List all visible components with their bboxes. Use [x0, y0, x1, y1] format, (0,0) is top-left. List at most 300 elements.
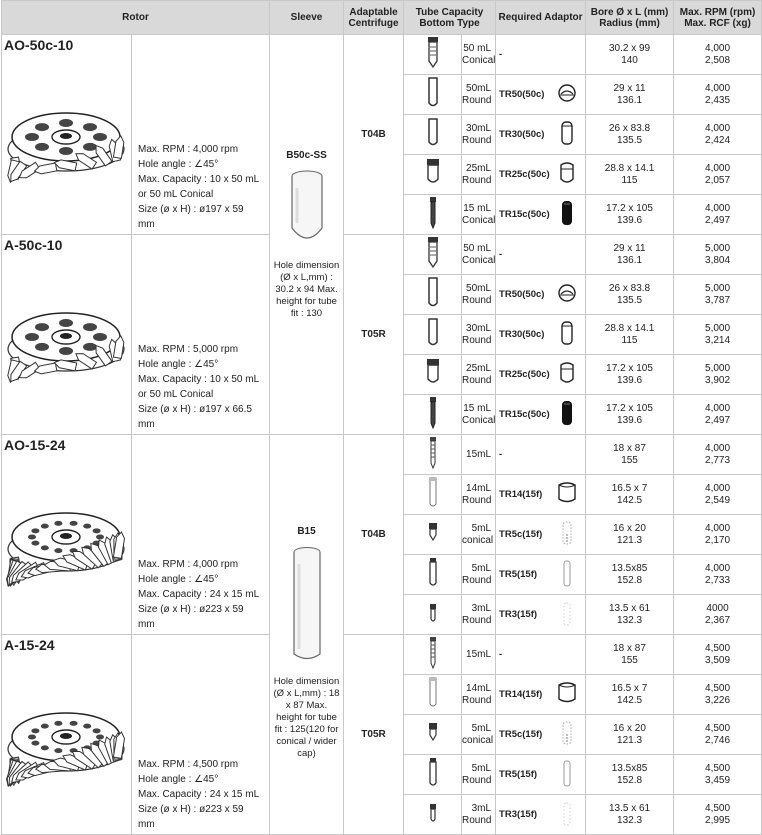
- capacity-bottom-type: Round: [462, 94, 492, 106]
- spec-line: Max. Capacity : 24 x 15 mL: [138, 789, 260, 800]
- max-rpm-rcf: [674, 195, 762, 235]
- max-rpm-rcf: [674, 635, 762, 675]
- adaptor-icon: [555, 479, 579, 510]
- capacity-volume: 14mL: [466, 682, 492, 694]
- rotor-cell: [2, 635, 132, 835]
- bore-radius: [586, 675, 674, 715]
- tube-icon: [404, 515, 462, 555]
- tube-icon: [404, 195, 462, 235]
- bore-size: 26 x 83.8: [608, 282, 651, 294]
- header-centrifuge: Adaptable Centrifuge: [344, 1, 404, 35]
- capacity-bottom-type: Conical: [462, 414, 496, 426]
- adaptor-name: -: [499, 49, 503, 60]
- max-rpm: 4,000: [705, 162, 731, 174]
- required-adaptor: [496, 195, 586, 235]
- required-adaptor: [496, 115, 586, 155]
- radius: 140: [621, 54, 638, 66]
- bore-size: 26 x 83.8: [608, 122, 651, 134]
- adaptor-icon: [555, 599, 579, 630]
- spec-line: Size (ø x H) : ø197 x 59: [138, 204, 244, 215]
- bore-size: 29 x 11: [613, 82, 646, 94]
- sleeve-icon: [273, 544, 340, 668]
- required-adaptor: [496, 275, 586, 315]
- capacity-bottom-type: Round: [462, 134, 492, 146]
- max-rpm-rcf: [674, 475, 762, 515]
- rotor-specs: [132, 35, 270, 235]
- tube-icon: [404, 635, 462, 675]
- capacity-bottom-type: Round: [462, 774, 492, 786]
- required-adaptor: [496, 435, 586, 475]
- bore-radius: [586, 435, 674, 475]
- bore-radius: [586, 515, 674, 555]
- capacity-volume: 15 mL: [463, 202, 492, 214]
- tube-icon: [404, 115, 462, 155]
- header-capacity: Tube Capacity Bottom Type: [404, 1, 496, 35]
- bore-size: 28.8 x 14.1: [604, 162, 655, 174]
- sleeve-title: B15: [297, 525, 316, 537]
- required-adaptor: [496, 235, 586, 275]
- tube-capacity: [462, 75, 496, 115]
- bore-size: 28.8 x 14.1: [604, 322, 655, 334]
- capacity-bottom-type: Round: [462, 614, 492, 626]
- header-bore: Bore Ø x L (mm) Radius (mm): [586, 1, 674, 35]
- header-rpm: Max. RPM (rpm) Max. RCF (xg): [674, 1, 762, 35]
- bore-size: 13.5 x 61: [608, 602, 651, 614]
- spec-line: Max. RPM : 4,000 rpm: [138, 144, 239, 155]
- max-rpm-rcf: [674, 115, 762, 155]
- sleeve-title: B50c-SS: [286, 149, 327, 161]
- rotor-cell: [2, 435, 132, 635]
- spec-line: Max. RPM : 5,000 rpm: [138, 344, 239, 355]
- bore-radius: [586, 715, 674, 755]
- bore-radius: [586, 475, 674, 515]
- rotor-image: [4, 297, 128, 412]
- bore-radius: [586, 275, 674, 315]
- adaptor-name: TR5(15f): [499, 769, 538, 780]
- bore-radius: [586, 395, 674, 435]
- max-rpm: 4,000: [705, 82, 731, 94]
- table-row: [2, 435, 762, 475]
- max-rpm-rcf: [674, 235, 762, 275]
- rotor-image: [4, 497, 128, 612]
- adaptor-name: TR25c(50c): [499, 369, 550, 380]
- capacity-volume: 25mL: [466, 162, 492, 174]
- tube-capacity: [462, 555, 496, 595]
- radius: 121.3: [617, 534, 643, 546]
- table-row: [2, 235, 762, 275]
- spec-line: or 50 mL Conical: [138, 389, 214, 400]
- tube-capacity: [462, 315, 496, 355]
- bore-size: 16 x 20: [613, 722, 646, 734]
- max-rpm: 4,000: [705, 202, 731, 214]
- bore-radius: [586, 755, 674, 795]
- adaptor-icon: [555, 159, 579, 190]
- adaptor-icon: [555, 199, 579, 230]
- adaptor-icon: [555, 119, 579, 150]
- tube-icon: [404, 795, 462, 835]
- max-rpm: 4000: [706, 602, 729, 614]
- adaptor-name: TR5c(15f): [499, 729, 543, 740]
- max-rpm: 4,000: [705, 42, 731, 54]
- capacity-volume: 50 mL: [463, 242, 492, 254]
- rotor-specs: [132, 235, 270, 435]
- spec-line: mm: [138, 219, 155, 230]
- spec-line: Max. RPM : 4,000 rpm: [138, 559, 239, 570]
- tube-icon: [404, 75, 462, 115]
- max-rpm: 5,000: [705, 282, 731, 294]
- capacity-bottom-type: Round: [462, 294, 492, 306]
- tube-icon: [404, 275, 462, 315]
- required-adaptor: [496, 715, 586, 755]
- tube-capacity: [462, 475, 496, 515]
- radius: 142.5: [617, 694, 643, 706]
- bore-radius: [586, 315, 674, 355]
- max-rcf: 3,459: [705, 774, 731, 786]
- required-adaptor: [496, 315, 586, 355]
- max-rcf: 2,508: [705, 54, 731, 66]
- adaptor-name: TR14(15f): [499, 689, 543, 700]
- tube-icon: [404, 715, 462, 755]
- sleeve-cell: [270, 435, 344, 835]
- capacity-volume: 25mL: [466, 362, 492, 374]
- capacity-volume: 30mL: [466, 322, 492, 334]
- capacity-volume: 14mL: [466, 482, 492, 494]
- centrifuge-model: T05R: [344, 235, 404, 435]
- bore-size: 29 x 11: [613, 242, 646, 254]
- required-adaptor: [496, 795, 586, 835]
- max-rpm-rcf: [674, 555, 762, 595]
- tube-capacity: [462, 755, 496, 795]
- spec-line: Hole angle : ∠45°: [138, 774, 219, 785]
- max-rpm: 4,000: [705, 482, 731, 494]
- bore-size: 13.5x85: [611, 562, 648, 574]
- adaptor-name: -: [499, 649, 503, 660]
- bore-size: 30.2 x 99: [608, 42, 651, 54]
- max-rpm: 4,000: [705, 122, 731, 134]
- max-rpm-rcf: [674, 35, 762, 75]
- tube-capacity: [462, 635, 496, 675]
- max-rpm-rcf: [674, 275, 762, 315]
- required-adaptor: [496, 555, 586, 595]
- spec-line: mm: [138, 619, 155, 630]
- rotor-image: [4, 697, 128, 812]
- max-rpm: 5,000: [705, 242, 731, 254]
- bore-radius: [586, 115, 674, 155]
- capacity-volume: 5mL: [471, 562, 492, 574]
- capacity-bottom-type: Round: [462, 574, 492, 586]
- tube-capacity: [462, 675, 496, 715]
- radius: 132.3: [617, 614, 643, 626]
- required-adaptor: [496, 515, 586, 555]
- spec-line: Max. Capacity : 10 x 50 mL: [138, 374, 260, 385]
- rotor-image: [4, 97, 128, 212]
- adaptor-name: TR5(15f): [499, 569, 538, 580]
- adaptor-name: TR5c(15f): [499, 529, 543, 540]
- max-rcf: 3,804: [705, 254, 731, 266]
- capacity-volume: 3mL: [471, 802, 492, 814]
- tube-icon: [404, 555, 462, 595]
- tube-icon: [404, 155, 462, 195]
- spec-line: mm: [138, 419, 155, 430]
- capacity-bottom-type: Conical: [462, 54, 496, 66]
- header-rotor: Rotor: [2, 1, 270, 35]
- tube-icon: [404, 755, 462, 795]
- bore-radius: [586, 595, 674, 635]
- max-rpm-rcf: [674, 515, 762, 555]
- tube-icon: [404, 395, 462, 435]
- required-adaptor: [496, 35, 586, 75]
- max-rpm: 5,000: [705, 322, 731, 334]
- required-adaptor: [496, 635, 586, 675]
- max-rpm-rcf: [674, 315, 762, 355]
- max-rpm-rcf: [674, 355, 762, 395]
- capacity-bottom-type: Round: [462, 494, 492, 506]
- spec-line: Max. RPM : 4,500 rpm: [138, 759, 239, 770]
- capacity-volume: 50mL: [466, 82, 492, 94]
- adaptor-icon: [555, 679, 579, 710]
- adaptor-name: TR25c(50c): [499, 169, 550, 180]
- header-sleeve: Sleeve: [270, 1, 344, 35]
- bore-size: 17.2 x 105: [606, 362, 653, 374]
- max-rpm-rcf: [674, 715, 762, 755]
- radius: 155: [621, 654, 638, 666]
- radius: 139.6: [617, 414, 643, 426]
- radius: 142.5: [617, 494, 643, 506]
- radius: 132.3: [617, 814, 643, 826]
- max-rcf: 2,497: [705, 214, 731, 226]
- max-rcf: 2,170: [705, 534, 731, 546]
- max-rpm-rcf: [674, 675, 762, 715]
- required-adaptor: [496, 355, 586, 395]
- adaptor-icon: [555, 79, 579, 110]
- tube-icon: [404, 35, 462, 75]
- radius: 136.1: [617, 254, 643, 266]
- max-rcf: 3,226: [705, 694, 731, 706]
- max-rcf: 2,435: [705, 94, 731, 106]
- capacity-volume: 15mL: [466, 648, 492, 660]
- max-rcf: 3,787: [705, 294, 731, 306]
- rotor-name: A-50c-10: [4, 237, 63, 253]
- adaptor-name: TR15c(50c): [499, 409, 550, 420]
- tube-capacity: [462, 275, 496, 315]
- tube-capacity: [462, 195, 496, 235]
- bore-radius: [586, 555, 674, 595]
- capacity-volume: 15mL: [466, 448, 492, 460]
- tube-icon: [404, 235, 462, 275]
- bore-radius: [586, 75, 674, 115]
- max-rpm: 4,500: [705, 682, 731, 694]
- max-rpm: 4,500: [705, 802, 731, 814]
- max-rpm: 4,000: [705, 442, 731, 454]
- bore-size: 17.2 x 105: [606, 202, 653, 214]
- rotor-cell: [2, 35, 132, 235]
- max-rpm: 4,000: [705, 522, 731, 534]
- radius: 139.6: [617, 214, 643, 226]
- capacity-bottom-type: Conical: [462, 214, 496, 226]
- bore-radius: [586, 195, 674, 235]
- spec-line: Max. Capacity : 24 x 15 mL: [138, 589, 260, 600]
- adaptor-name: -: [499, 249, 503, 260]
- tube-capacity: [462, 395, 496, 435]
- tube-capacity: [462, 35, 496, 75]
- table-row: [2, 35, 762, 75]
- capacity-volume: 50 mL: [463, 42, 492, 54]
- tube-icon: [404, 435, 462, 475]
- rotor-spec-table: [1, 0, 762, 835]
- spec-line: Hole angle : ∠45°: [138, 359, 219, 370]
- radius: 115: [621, 334, 638, 346]
- bore-size: 18 x 87: [613, 442, 646, 454]
- capacity-bottom-type: conical: [462, 534, 494, 546]
- tube-capacity: [462, 435, 496, 475]
- capacity-volume: 3mL: [471, 602, 492, 614]
- capacity-bottom-type: Round: [462, 814, 492, 826]
- tube-capacity: [462, 155, 496, 195]
- adaptor-icon: [555, 799, 579, 830]
- adaptor-name: TR50(50c): [499, 289, 545, 300]
- bore-size: 16 x 20: [613, 522, 646, 534]
- table-body: [2, 35, 762, 835]
- spec-line: Max. Capacity : 10 x 50 mL: [138, 174, 260, 185]
- required-adaptor: [496, 155, 586, 195]
- max-rcf: 2,367: [705, 614, 731, 626]
- rotor-name: AO-50c-10: [4, 37, 74, 53]
- max-rpm: 4,500: [705, 642, 731, 654]
- max-rpm-rcf: [674, 435, 762, 475]
- tube-capacity: [462, 235, 496, 275]
- tube-icon: [404, 315, 462, 355]
- spec-line: Hole angle : ∠45°: [138, 574, 219, 585]
- max-rpm-rcf: [674, 75, 762, 115]
- centrifuge-model: T04B: [344, 435, 404, 635]
- bore-radius: [586, 155, 674, 195]
- max-rpm: 5,000: [705, 362, 731, 374]
- required-adaptor: [496, 755, 586, 795]
- spec-line: or 50 mL Conical: [138, 189, 214, 200]
- bore-radius: [586, 355, 674, 395]
- capacity-volume: 5mL: [471, 762, 492, 774]
- adaptor-name: TR3(15f): [499, 809, 538, 820]
- bore-radius: [586, 235, 674, 275]
- adaptor-icon: [555, 759, 579, 790]
- centrifuge-model: T05R: [344, 635, 404, 835]
- spec-line: Size (ø x H) : ø223 x 59: [138, 804, 244, 815]
- bore-size: 17.2 x 105: [606, 402, 653, 414]
- rotor-specs: [132, 435, 270, 635]
- max-rpm-rcf: [674, 755, 762, 795]
- adaptor-icon: [555, 319, 579, 350]
- table-row: [2, 635, 762, 675]
- adaptor-icon: [555, 279, 579, 310]
- max-rcf: 2,057: [705, 174, 731, 186]
- capacity-bottom-type: Conical: [462, 254, 496, 266]
- spec-line: Size (ø x H) : ø223 x 59: [138, 604, 244, 615]
- max-rcf: 3,214: [705, 334, 731, 346]
- adaptor-name: TR3(15f): [499, 609, 538, 620]
- max-rpm: 4,000: [705, 562, 731, 574]
- capacity-bottom-type: Round: [462, 174, 492, 186]
- max-rpm: 4,000: [705, 402, 731, 414]
- max-rcf: 2,497: [705, 414, 731, 426]
- max-rcf: 2,773: [705, 454, 731, 466]
- radius: 115: [621, 174, 638, 186]
- tube-icon: [404, 595, 462, 635]
- capacity-volume: 50mL: [466, 282, 492, 294]
- radius: 152.8: [617, 774, 643, 786]
- tube-capacity: [462, 715, 496, 755]
- capacity-bottom-type: Round: [462, 334, 492, 346]
- adaptor-icon: [555, 719, 579, 750]
- sleeve-icon: [273, 168, 340, 252]
- max-rpm-rcf: [674, 155, 762, 195]
- radius: 152.8: [617, 574, 643, 586]
- tube-capacity: [462, 355, 496, 395]
- tube-icon: [404, 475, 462, 515]
- radius: 135.5: [617, 294, 643, 306]
- radius: 121.3: [617, 734, 643, 746]
- max-rcf: 2,995: [705, 814, 731, 826]
- adaptor-name: TR30(50c): [499, 329, 545, 340]
- capacity-bottom-type: Round: [462, 374, 492, 386]
- max-rpm-rcf: [674, 395, 762, 435]
- adaptor-name: -: [499, 449, 503, 460]
- bore-radius: [586, 635, 674, 675]
- spec-line: mm: [138, 819, 155, 830]
- max-rcf: 2,746: [705, 734, 731, 746]
- header-adaptor: Required Adaptor: [496, 1, 586, 35]
- tube-capacity: [462, 515, 496, 555]
- required-adaptor: [496, 675, 586, 715]
- bore-radius: [586, 35, 674, 75]
- max-rcf: 3,902: [705, 374, 731, 386]
- header-row: [2, 1, 762, 35]
- required-adaptor: [496, 475, 586, 515]
- adaptor-icon: [555, 519, 579, 550]
- capacity-volume: 30mL: [466, 122, 492, 134]
- radius: 135.5: [617, 134, 643, 146]
- max-rpm: 4,500: [705, 762, 731, 774]
- bore-size: 13.5x85: [611, 762, 648, 774]
- max-rpm: 4,500: [705, 722, 731, 734]
- bore-radius: [586, 795, 674, 835]
- capacity-volume: 5mL: [471, 722, 492, 734]
- adaptor-icon: [555, 359, 579, 390]
- bore-size: 16.5 x 7: [611, 682, 648, 694]
- required-adaptor: [496, 75, 586, 115]
- bore-size: 18 x 87: [613, 642, 646, 654]
- max-rpm-rcf: [674, 595, 762, 635]
- tube-icon: [404, 675, 462, 715]
- adaptor-name: TR30(50c): [499, 129, 545, 140]
- adaptor-name: TR15c(50c): [499, 209, 550, 220]
- rotor-cell: [2, 235, 132, 435]
- adaptor-icon: [555, 559, 579, 590]
- max-rcf: 2,424: [705, 134, 731, 146]
- capacity-bottom-type: Round: [462, 694, 492, 706]
- max-rcf: 2,733: [705, 574, 731, 586]
- adaptor-name: TR50(50c): [499, 89, 545, 100]
- bore-size: 16.5 x 7: [611, 482, 648, 494]
- sleeve-description: Hole dimension (Ø x L,mm) : 18 x 87 Max. height for tube fit : 125(120 for conical / wider cap): [273, 675, 340, 759]
- required-adaptor: [496, 595, 586, 635]
- tube-capacity: [462, 115, 496, 155]
- rotor-name: A-15-24: [4, 637, 55, 653]
- capacity-volume: 15 mL: [463, 402, 492, 414]
- adaptor-icon: [555, 399, 579, 430]
- max-rcf: 2,549: [705, 494, 731, 506]
- tube-capacity: [462, 595, 496, 635]
- capacity-volume: 5mL: [471, 522, 492, 534]
